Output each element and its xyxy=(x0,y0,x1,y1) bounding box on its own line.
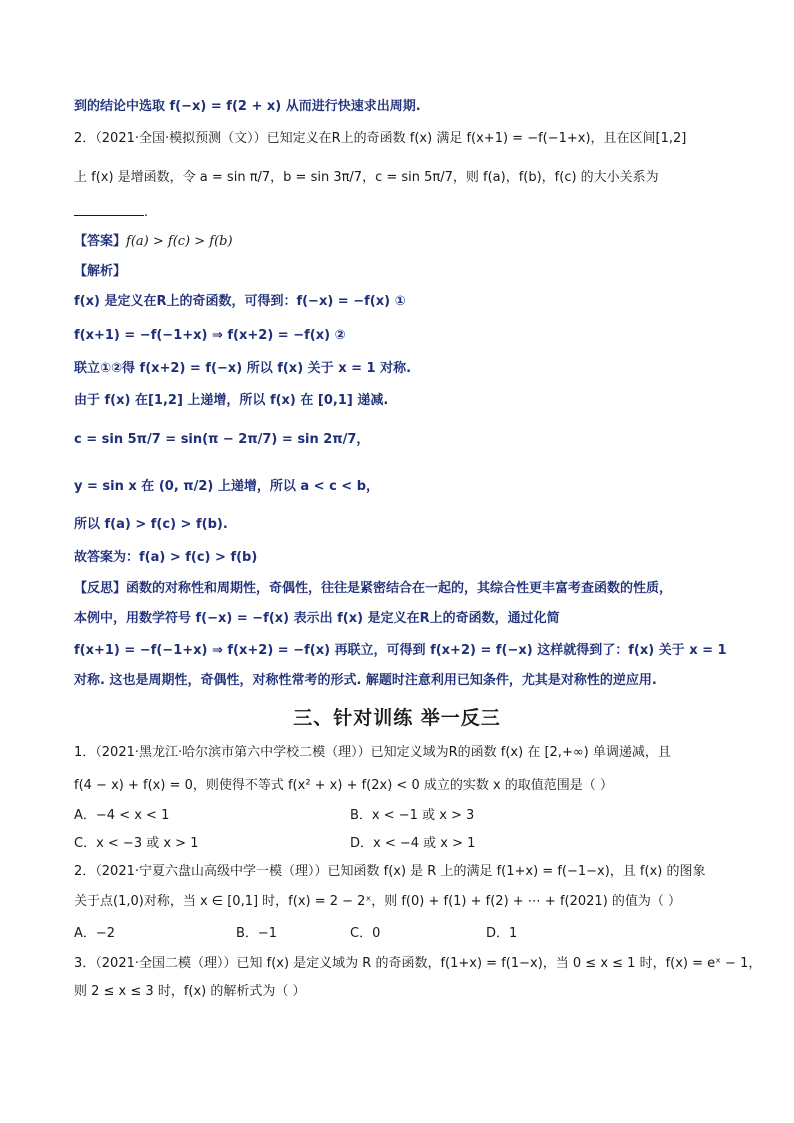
p2-option-b[interactable]: B．−1 xyxy=(236,926,278,941)
analysis-line3: 联立①②得 f(x+2) = f(−x) 所以 f(x) 关于 x = 1 对称. xyxy=(74,361,412,376)
reflection-line1: 函数的对称性和周期性，奇偶性，往往是紧密结合在一起的，其综合性更丰富考查函数的性质， xyxy=(126,581,673,596)
analysis-line2: f(x+1) = −f(−1+x) ⇒ f(x+2) = −f(x) ② xyxy=(74,328,346,343)
reflection-line2: 本例中，用数学符号 f(−x) = −f(x) 表示出 f(x) 是定义在R上的奇函数，通过化简 xyxy=(74,611,560,626)
q2-stem-line1: 2．（2021·全国·模拟预测（文））已知定义在R上的奇函数 f(x) 满足 f(x+1) = −f(−1+x)，且在区间[1,2] xyxy=(74,131,687,146)
analysis-line8: 故答案为：f(a) > f(c) > f(b) xyxy=(74,550,258,565)
blank-end: . xyxy=(144,205,149,220)
section-title: 三、针对训练 举一反三 xyxy=(293,707,501,729)
analysis-line7: 所以 f(a) > f(c) > f(b). xyxy=(74,517,228,532)
p2-stem-line1: 2．（2021·宁夏六盘山高级中学一模（理））已知函数 f(x) 是 R 上的满足 f(1+x) = f(−1−x)，且 f(x) 的图象 xyxy=(74,864,706,879)
q2-answer-blank xyxy=(74,203,754,223)
reflection-line3: f(x+1) = −f(−1+x) ⇒ f(x+2) = −f(x) 再联立，可得到 f(x+2) = f(−x) 这样就得到了：f(x) 关于 x = 1 xyxy=(74,643,727,658)
reflection-label: 【反思】 xyxy=(74,581,127,596)
analysis-label: 【解析】 xyxy=(74,264,127,279)
p1-option-c[interactable]: C．x < −3 或 x > 1 xyxy=(74,836,199,851)
p1-option-d[interactable]: D．x < −4 或 x > 1 xyxy=(350,836,476,851)
p2-option-a[interactable]: A．−2 xyxy=(74,926,116,941)
answer-label: 【答案】 xyxy=(74,234,127,249)
q2-stem-line2: 上 f(x) 是增函数，令 a = sin π/7，b = sin 3π/7，c = sin 5π/7，则 f(a)，f(b)，f(c) 的大小关系为 xyxy=(74,170,659,185)
analysis-line4: 由于 f(x) 在[1,2] 上递增，所以 f(x) 在 [0,1] 递减. xyxy=(74,393,389,408)
p3-stem-line1: 3．（2021·全国二模（理））已知 f(x) 是定义域为 R 的奇函数，f(1+x) = f(1−x)，当 0 ≤ x ≤ 1 时，f(x) = eˣ − 1， xyxy=(74,956,762,971)
analysis-line1: f(x) 是定义在R上的奇函数，可得到：f(−x) = −f(x) ① xyxy=(74,294,406,309)
p1-stem-line2: f(4 − x) + f(x) = 0，则使得不等式 f(x² + x) + f(2x) < 0 成立的实数 x 的取值范围是（ ） xyxy=(74,778,613,793)
blank-line xyxy=(74,203,144,216)
analysis-line5: c = sin 5π/7 = sin(π − 2π/7) = sin 2π/7， xyxy=(74,432,370,447)
analysis-line6: y = sin x 在 (0, π/2) 上递增，所以 a < c < b， xyxy=(74,479,380,494)
p3-stem-line2: 则 2 ≤ x ≤ 3 时，f(x) 的解析式为（ ） xyxy=(74,984,306,999)
p1-option-a[interactable]: A．−4 < x < 1 xyxy=(74,808,170,823)
reflection-row xyxy=(74,579,754,599)
p2-option-c[interactable]: C．0 xyxy=(350,926,381,941)
p2-stem-line2: 关于点(1,0)对称，当 x ∈ [0,1] 时，f(x) = 2 − 2ˣ，则 f(0) + f(1) + f(2) + ⋯ + f(2021) 的值为（ ） xyxy=(74,894,682,909)
intro-line: 到的结论中选取 f(−x) = f(2 + x) 从而进行快速求出周期. xyxy=(74,99,421,114)
p1-stem-line1: 1．（2021·黑龙江·哈尔滨市第六中学校二模（理））已知定义域为R的函数 f(x) 在 [2,+∞) 单调递减，且 xyxy=(74,745,671,760)
p2-option-d[interactable]: D．1 xyxy=(486,926,518,941)
answer-row xyxy=(74,232,754,252)
answer-value: f(a) > f(c) > f(b) xyxy=(126,234,233,249)
reflection-line4: 对称. 这也是周期性，奇偶性，对称性常考的形式. 解题时注意利用已知条件，尤其是对称性的逆应用. xyxy=(74,673,657,688)
p1-option-b[interactable]: B．x < −1 或 x > 3 xyxy=(350,808,475,823)
